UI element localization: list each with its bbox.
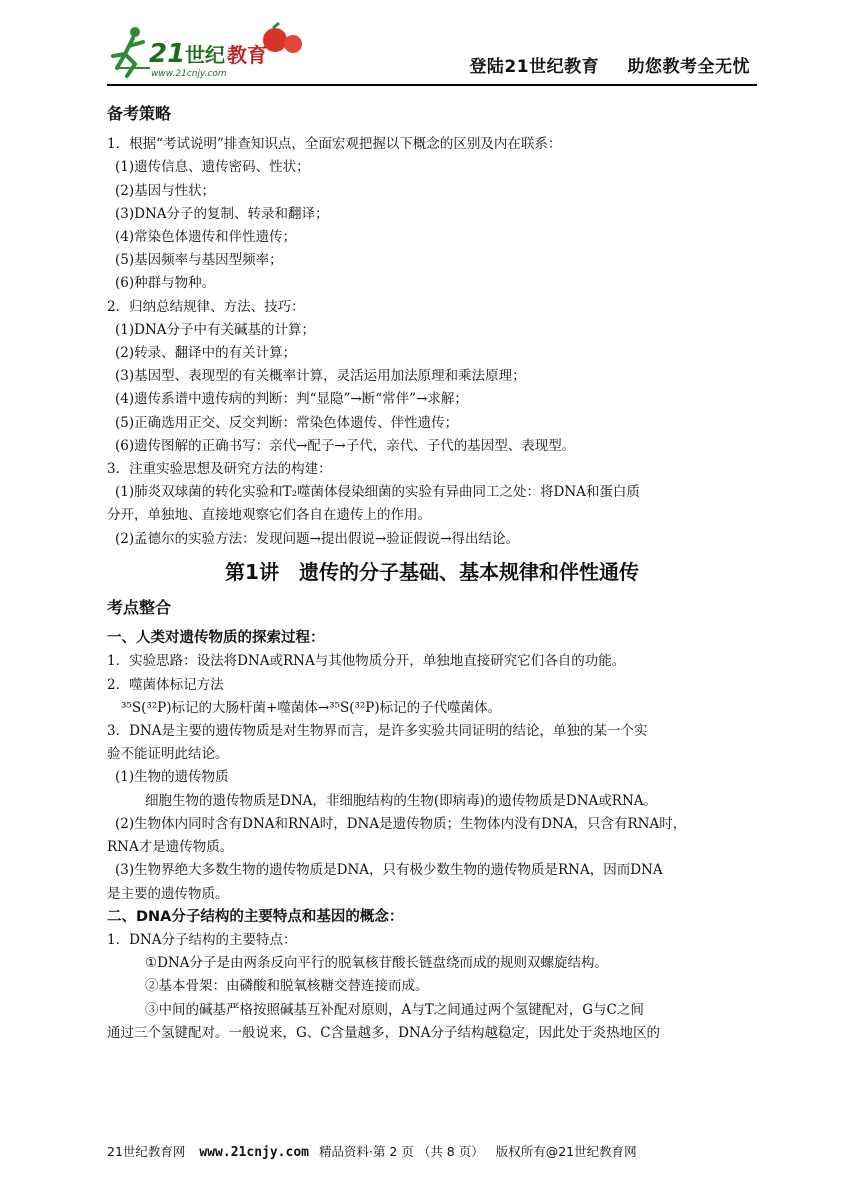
text-line: 是主要的遗传物质。 [107, 885, 229, 902]
text-line: (6)遗传图解的正确书写：亲代→配子→子代，亲代、子代的基因型、表现型。 [115, 437, 576, 454]
text-line: ③中间的碱基严格按照碱基互补配对原则，A与T之间通过两个氢键配对，G与C之间 [145, 1001, 644, 1018]
svg-text:www.21cnjy.com: www.21cnjy.com [151, 69, 227, 79]
text-line: 通过三个氢键配对。一般说来，G、C含量越多，DNA分子结构越稳定，因此处于炎热地区的 [107, 1024, 660, 1041]
slogan-help: 助您教考全无忧 [627, 57, 750, 77]
text-line: (4)常染色体遗传和伴性遗传； [115, 229, 297, 246]
section-heading: 备考策略 [107, 104, 172, 123]
svg-text:世纪: 世纪 [185, 43, 225, 67]
text-line: (2)孟德尔的实验方法：发现问题→提出假说→验证假说→得出结论。 [115, 530, 520, 547]
text-line: RNA才是遗传物质。 [107, 839, 234, 856]
footer-page-info: 精品资料·第 2 页 （共 8 页） [318, 1144, 484, 1159]
text-line: 细胞生物的遗传物质是DNA，非细胞结构的生物(即病毒)的遗传物质是DNA或RNA。 [145, 792, 658, 809]
section-heading: 考点整合 [107, 598, 172, 618]
subsection-heading: 二、DNA分子结构的主要特点和基因的概念： [107, 908, 404, 925]
text-line: 1．根据“考试说明”排查知识点，全面宏观把握以下概念的区别及内在联系： [107, 136, 562, 153]
page-footer [107, 1142, 767, 1160]
text-line: 1．实验思路：设法将DNA或RNA与其他物质分开，单独地直接研究它们各自的功能。 [107, 653, 626, 670]
text-line: (2)基因与性状； [115, 182, 216, 199]
header-slogan [447, 52, 750, 77]
text-line: (6)种群与物种。 [115, 275, 216, 292]
text-line: (2)转录、翻译中的有关计算； [115, 345, 297, 362]
text-line: (5)基因频率与基因型频率； [115, 252, 283, 269]
footer-site: 21世纪教育网 [107, 1144, 186, 1159]
text-line: (1)遗传信息、遗传密码、性状； [115, 159, 310, 176]
text-line: 2．归纳总结规律、方法、技巧： [107, 298, 305, 315]
document-body [107, 98, 757, 1045]
text-line: (1)生物的遗传物质 [115, 769, 229, 786]
slogan-login: 登陆21世纪教育 [469, 57, 600, 77]
text-line: (3)基因型、表现型的有关概率计算，灵活运用加法原理和乘法原理； [115, 368, 526, 385]
subsection-heading: 一、人类对遗传物质的探索过程： [107, 630, 325, 647]
text-line: ³⁵S(³²P)标记的大肠杆菌+噬菌体→³⁵S(³²P)标记的子代噬菌体。 [121, 699, 502, 716]
header-divider [107, 84, 757, 86]
svg-text:21: 21 [149, 39, 186, 69]
text-line: (1)DNA分子中有关碱基的计算； [115, 321, 316, 338]
chapter-title: 第1讲 遗传的分子基础、基本规律和伴性通传 [225, 559, 639, 584]
text-line: ②基本骨架：由磷酸和脱氧核糖交替连接而成。 [145, 978, 429, 995]
text-line: 3．注重实验思想及研究方法的构建： [107, 461, 332, 478]
footer-url-link[interactable]: www.21cnjy.com [199, 1145, 309, 1160]
logo-21cnjy-icon [105, 20, 315, 80]
text-line: (3)生物界绝大多数生物的遗传物质是DNA，只有极少数生物的遗传物质是RNA，因而DNA [115, 862, 663, 879]
text-line: 1．DNA分子结构的主要特点： [107, 931, 297, 948]
text-line: 3．DNA是主要的遗传物质是对生物界而言，是许多实验共同证明的结论，单独的某一个实 [107, 723, 648, 740]
text-line: 2．噬菌体标记方法 [107, 676, 224, 693]
footer-copyright: 版权所有@21世纪教育网 [495, 1144, 637, 1159]
text-line: 分开，单独地、直接地观察它们各自在遗传上的作用。 [107, 507, 431, 524]
text-line: (3)DNA分子的复制、转录和翻译； [115, 205, 329, 222]
text-line: (2)生物体内同时含有DNA和RNA时，DNA是遗传物质；生物体内没有DNA，只含有RNA时， [115, 815, 687, 832]
text-line: ①DNA分子是由两条反向平行的脱氧核苷酸长链盘绕而成的规则双螺旋结构。 [145, 955, 608, 972]
page-header [0, 0, 860, 92]
svg-text:教育: 教育 [227, 43, 267, 67]
text-line: (1)肺炎双球菌的转化实验和T₂噬菌体侵染细菌的实验有异曲同工之处：将DNA和蛋白质 [115, 484, 640, 501]
text-line: (5)正确选用正交、反交判断：常染色体遗传、伴性遗传； [115, 414, 459, 431]
text-line: 验不能证明此结论。 [107, 746, 229, 763]
text-line: (4)遗传系谱中遗传病的判断：判“显隐”→断“常伴”→求解； [115, 391, 468, 408]
